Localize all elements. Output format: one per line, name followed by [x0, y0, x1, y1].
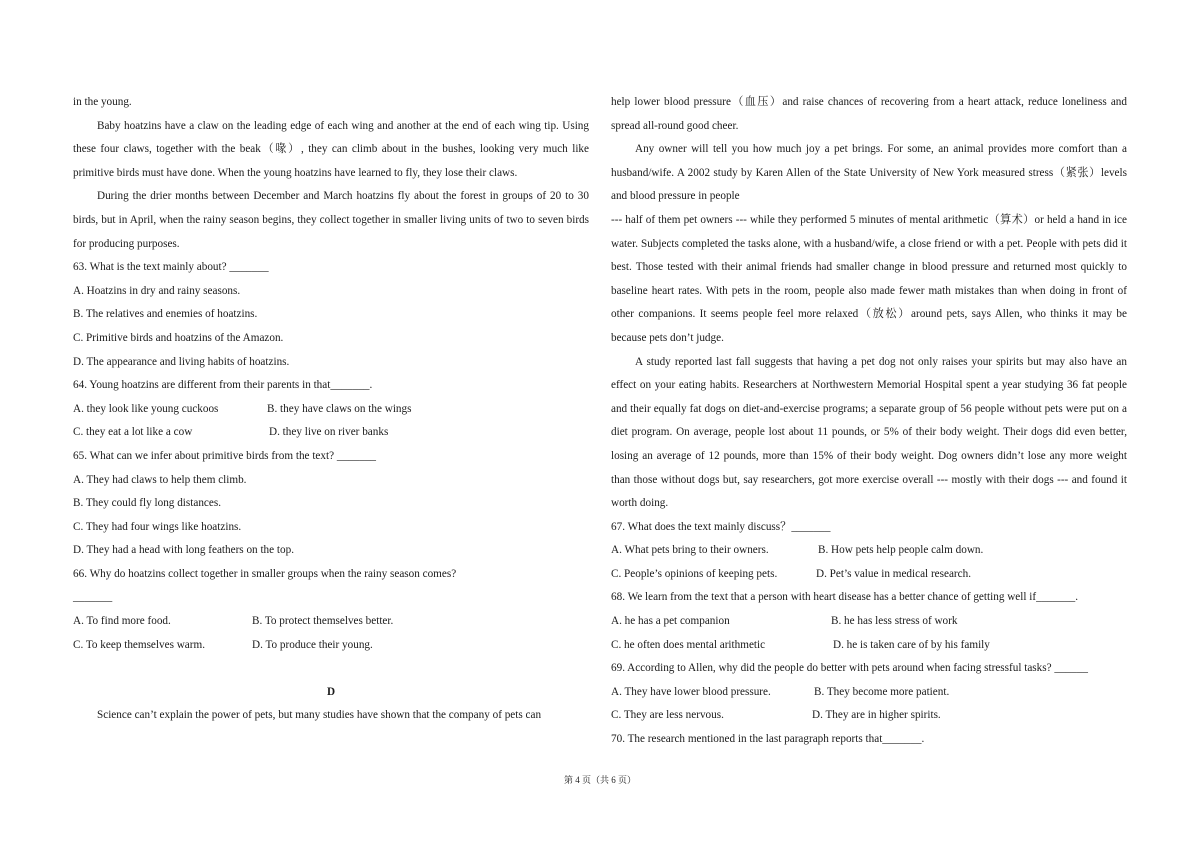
option-63a: A. Hoatzins in dry and rainy seasons. [73, 284, 241, 297]
options-64-row2 [73, 421, 589, 445]
passage-paragraph-claws: Baby hoatzins have a claw on the leading edge of each wing and another at the end of each wing tip. Using these four claws, together with the beak（喙）, they can climb about in the bushes, looking very much like primitive birds must have done. When the young hoatzins have learned to fly, they lose their claws. [73, 119, 589, 179]
option-68d: D. he is taken care of by his family [833, 638, 990, 651]
passage-line: in the young. [73, 96, 132, 108]
options-67-row1 [611, 539, 1127, 563]
passage-paragraph-science: Science can’t explain the power of pets, but many studies have shown that the company of pets can [97, 709, 542, 722]
question-64: 64. Young hoatzins are different from their parents in that_______. [73, 379, 373, 392]
option-68c: C. he often does mental arithmetic [611, 638, 766, 651]
option-68a: A. he has a pet companion [611, 615, 730, 628]
option-66b: B. To protect themselves better. [252, 615, 394, 628]
option-67c: C. People’s opinions of keeping pets. [611, 567, 778, 580]
passage-paragraph-owner: Any owner will tell you how much joy a pet brings. For some, an animal provides more comfort than a husband/wife. A 2002 study by Karen Allen of the State University of New York measured stress（紧张）levels and blood pressure in people [611, 143, 1127, 203]
option-66c: C. To keep themselves warm. [73, 638, 205, 651]
options-69-row1 [611, 681, 1127, 705]
option-63b: B. The relatives and enemies of hoatzins. [73, 308, 258, 321]
option-65a: A. They had claws to help them climb. [73, 473, 247, 486]
option-67b: B. How pets help people calm down. [818, 544, 984, 557]
section-heading: D [326, 685, 336, 698]
question-66: 66. Why do hoatzins collect together in smaller groups when the rainy season comes? [73, 567, 457, 580]
question-63: 63. What is the text mainly about? _______ [73, 261, 269, 274]
left-column [73, 91, 589, 728]
option-68b: B. he has less stress of work [831, 615, 958, 628]
question-68: 68. We learn from the text that a person with heart disease has a better chance of getting well if_______. [611, 591, 1079, 604]
options-68-row2 [611, 634, 1127, 658]
option-64d: D. they live on river banks [269, 426, 389, 439]
option-66d: D. To produce their young. [252, 638, 373, 651]
option-67a: A. What pets bring to their owners. [611, 544, 769, 557]
option-64a: A. they look like young cuckoos [73, 402, 219, 415]
passage-paragraph-seasons: During the drier months between December and March hoatzins fly about the forest in groups of 20 to 30 birds, but in April, when the rainy season begins, they collect together in smaller living units of two to seven birds for producing purposes. [73, 190, 589, 250]
option-65c: C. They had four wings like hoatzins. [73, 520, 242, 533]
option-65d: D. They had a head with long feathers on the top. [73, 544, 294, 557]
option-66a: A. To find more food. [73, 615, 171, 628]
passage-paragraph-help: help lower blood pressure（血压）and raise chances of recovering from a heart attack, reduce loneliness and spread all-round good cheer. [611, 96, 1127, 132]
question-65: 65. What can we infer about primitive birds from the text? _______ [73, 449, 377, 462]
options-66-row2 [73, 634, 589, 658]
options-66-row1 [73, 610, 589, 634]
page-footer: 第 4 页（共 6 页） [563, 775, 636, 785]
question-69: 69. According to Allen, why did the people do better with pets around when facing stressful tasks? ______ [611, 662, 1088, 675]
right-column [611, 91, 1127, 752]
option-69d: D. They are in higher spirits. [812, 709, 941, 722]
option-65b: B. They could fly long distances. [73, 497, 222, 510]
option-69b: B. They become more patient. [814, 685, 950, 698]
question-67: 67. What does the text mainly discuss？_______ [611, 520, 831, 533]
passage-paragraph-study: A study reported last fall suggests that having a pet dog not only raises your spirits but may also have an effect on your eating habits. Researchers at Northwestern Memorial Hospital spent a year studying 36 fat people and their equally fat dogs on diet-and-exercise programs; a separate group of 56 people without pets were put on a diet program. On average, people lost about 11 pounds, or 5% of their body weight. Their dogs did even better, losing an average of 12 pounds, more than 15% of their body weight. Dog owners didn’t lose any more weight than those without dogs but, say researchers, got more exercise overall --- mostly with their dogs --- and found it worth doing. [611, 355, 1127, 510]
options-68-row1 [611, 610, 1127, 634]
options-69-row2 [611, 704, 1127, 728]
option-69c: C. They are less nervous. [611, 709, 724, 722]
options-67-row2 [611, 563, 1127, 587]
answer-blank-66: _______ [73, 591, 113, 604]
option-67d: D. Pet’s value in medical research. [816, 567, 972, 580]
options-64-row1 [73, 398, 589, 422]
passage-paragraph-half: --- half of them pet owners --- while they performed 5 minutes of mental arithmetic（算术）or held a hand in ice water. Subjects completed the tasks alone, with a husband/wife, a close friend or with a pet. People with pets did it best. Those tested with their animal friends had smaller change in blood pressure and returned most quickly to baseline heart rates. With pets in the room, people also made fewer math mistakes than when doing in front of other companions. It seems people feel more relaxed（放松）around pets, says Allen, who thinks it may be because pets don’t judge. [611, 213, 1127, 344]
option-64b: B. they have claws on the wings [267, 402, 412, 415]
option-63d: D. The appearance and living habits of hoatzins. [73, 355, 290, 368]
option-64c: C. they eat a lot like a cow [73, 426, 193, 439]
spacer [73, 657, 589, 681]
question-70: 70. The research mentioned in the last paragraph reports that_______. [611, 733, 925, 746]
option-69a: A. They have lower blood pressure. [611, 685, 771, 698]
option-63c: C. Primitive birds and hoatzins of the Amazon. [73, 331, 284, 344]
